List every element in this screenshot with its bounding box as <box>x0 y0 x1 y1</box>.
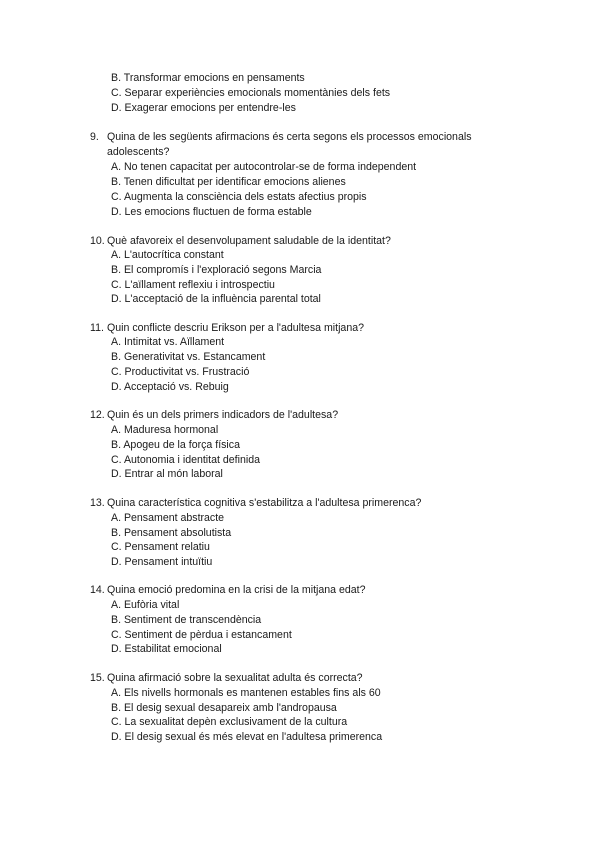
question-11-option-d: D. Acceptació vs. Rebuig <box>111 381 229 393</box>
question-12-option-c: C. Autonomia i identitat definida <box>111 454 260 466</box>
question-13-option-a: A. Pensament abstracte <box>111 512 225 524</box>
question-10-number: 10. <box>90 235 105 247</box>
question-15-text: Quina afirmació sobre la sexualitat adulta és correcta? <box>107 672 363 684</box>
question-9-option-b: B. Tenen dificultat per identificar emocions alienes <box>111 176 346 188</box>
question-9-option-c: C. Augmenta la consciència dels estats afectius propis <box>111 191 367 203</box>
question-12-option-b: B. Apogeu de la força física <box>111 439 240 451</box>
question-14-option-a: A. Eufòria vital <box>111 599 180 611</box>
question-14-option-b: B. Sentiment de transcendència <box>111 614 262 626</box>
question-14-number: 14. <box>90 584 105 596</box>
question-9-option-d: D. Les emocions fluctuen de forma estable <box>111 206 312 218</box>
question-10-option-c: C. L'aïllament reflexiu i introspectiu <box>111 279 275 291</box>
question-12-option-a: A. Maduresa hormonal <box>111 424 219 436</box>
continued-option-b: B. Transformar emocions en pensaments <box>111 72 305 84</box>
question-14-option-c: C. Sentiment de pèrdua i estancament <box>111 629 292 641</box>
question-9-text-continued: adolescents? <box>107 146 170 158</box>
question-10-text: Què afavoreix el desenvolupament saludable de la identitat? <box>107 235 391 247</box>
question-10-option-d: D. L'acceptació de la influència parental total <box>111 293 321 305</box>
question-13-option-c: C. Pensament relatiu <box>111 541 210 553</box>
continued-option-c: C. Separar experiències emocionals momentànies dels fets <box>111 87 391 99</box>
question-10-option-b: B. El compromís i l'exploració segons Marcia <box>111 264 322 276</box>
question-13-text: Quina característica cognitiva s'estabilitza a l'adultesa primerenca? <box>107 497 422 509</box>
question-13-option-d: D. Pensament intuïtiu <box>111 556 213 568</box>
question-14-text: Quina emoció predomina en la crisi de la mitjana edat? <box>107 584 366 596</box>
question-12-text: Quin és un dels primers indicadors de l'adultesa? <box>107 409 339 421</box>
question-15-option-a: A. Els nivells hormonals es mantenen estables fins als 60 <box>111 687 381 699</box>
question-9-option-a: A. No tenen capacitat per autocontrolar-se de forma independent <box>111 161 417 173</box>
question-14-option-d: D. Estabilitat emocional <box>111 643 222 655</box>
question-9-number: 9. <box>90 131 99 143</box>
question-13-number: 13. <box>90 497 105 509</box>
question-11-option-c: C. Productivitat vs. Frustració <box>111 366 250 378</box>
question-11-number: 11. <box>90 322 104 334</box>
question-9-text: Quina de les següents afirmacions és certa segons els processos emocionals <box>107 131 472 143</box>
question-11-option-a: A. Intimitat vs. Aïllament <box>111 336 225 348</box>
question-15-option-b: B. El desig sexual desapareix amb l'andropausa <box>111 702 337 714</box>
question-12-option-d: D. Entrar al món laboral <box>111 468 223 480</box>
question-12-number: 12. <box>90 409 105 421</box>
question-13-option-b: B. Pensament absolutista <box>111 527 232 539</box>
question-15-option-d: D. El desig sexual és més elevat en l'adultesa primerenca <box>111 731 383 743</box>
question-10-option-a: A. L'autocrítica constant <box>111 249 224 261</box>
question-15-number: 15. <box>90 672 105 684</box>
question-11-text: Quin conflicte descriu Erikson per a l'adultesa mitjana? <box>107 322 364 334</box>
continued-option-d: D. Exagerar emocions per entendre-les <box>111 102 296 114</box>
question-11-option-b: B. Generativitat vs. Estancament <box>111 351 266 363</box>
question-15-option-c: C. La sexualitat depèn exclusivament de la cultura <box>111 716 348 728</box>
